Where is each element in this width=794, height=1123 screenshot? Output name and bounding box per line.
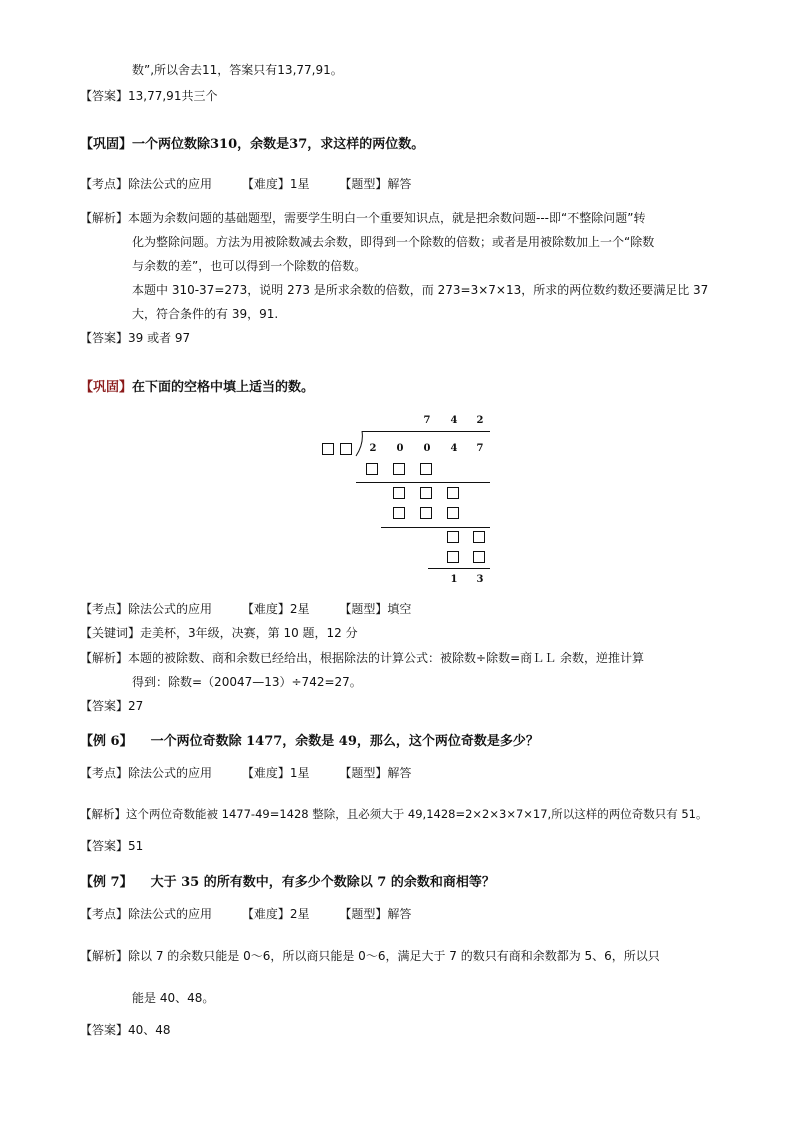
type-value: 填空 <box>387 602 412 616</box>
answer-value: 39 或者 97 <box>128 331 191 345</box>
q1-analysis-line-1 <box>80 210 645 226</box>
quotient-digit: 2 <box>476 415 484 426</box>
blank-box <box>447 487 459 499</box>
blank-box <box>447 551 459 563</box>
analysis-text: 本题的被除数、商和余数已经给出，根据除法的计算公式：被除数÷除数=商ＬＬ 余数，逆推计算 <box>128 651 644 665</box>
blank-box <box>420 507 432 519</box>
q1-meta <box>80 176 411 192</box>
blank-box <box>366 463 378 475</box>
kaodian-value: 除法公式的应用 <box>128 766 213 780</box>
q2-meta <box>80 601 411 617</box>
kaodian-tag: 【考点】 <box>80 602 129 616</box>
blank-box <box>447 531 459 543</box>
ex6-title: 一个两位奇数除 1477，余数是 49，那么，这个两位奇数是多少？ <box>150 734 539 749</box>
remainder-digit: 1 <box>450 574 458 585</box>
blank-box <box>393 507 405 519</box>
analysis-tag: 【解析】 <box>80 949 129 963</box>
answer-tag: 【答案】 <box>80 1023 129 1037</box>
q1-heading <box>80 137 424 153</box>
keywords-value: 走美杯，3年级，决赛，第 10 题，12 分 <box>140 626 358 640</box>
subtraction-line <box>428 568 490 569</box>
difficulty-value: 2星 <box>289 602 310 616</box>
analysis-text: 本题为余数问题的基础题型，需要学生明白一个重要知识点，就是把余数问题---即“不整除问题”转 <box>128 211 646 225</box>
blank-box <box>393 463 405 475</box>
kaodian-value: 除法公式的应用 <box>128 602 213 616</box>
dividend-digit: 7 <box>476 443 484 454</box>
answer-value: 27 <box>128 699 144 713</box>
analysis-text: 除以 7 的余数只能是 0～6，所以商只能是 0～6，满足大于 7 的数只有商和余数都为 5、6，所以只 <box>128 949 660 963</box>
subtraction-line <box>356 482 490 483</box>
division-bar <box>362 431 490 432</box>
difficulty-tag: 【难度】 <box>241 177 290 191</box>
q2-heading <box>80 380 314 396</box>
kaodian-value: 除法公式的应用 <box>128 177 213 191</box>
difficulty-value: 1星 <box>289 177 310 191</box>
blank-box <box>447 507 459 519</box>
q1-tag: 【巩固】 <box>80 137 133 152</box>
paragraph-continuation: 数”,所以舍去11，答案只有13,77,91。 <box>132 63 343 77</box>
type-value: 解答 <box>387 907 412 921</box>
ex7-title: 大于 35 的所有数中，有多少个数除以 7 的余数和商相等？ <box>150 875 495 890</box>
analysis-text: 这个两位奇数能被 1477-49=1428 整除，且必须大于 49,1428=2×2×3×7×17,所以这样的两位奇数只有 51。 <box>126 807 708 821</box>
q2-analysis-line-2: 得到：除数=（20047—13）÷742=27。 <box>132 675 362 689</box>
blank-box <box>473 551 485 563</box>
ex7-tag: 【例 7】 <box>80 875 133 890</box>
dividend-digit: 4 <box>450 443 458 454</box>
analysis-tag: 【解析】 <box>80 651 129 665</box>
type-tag: 【题型】 <box>339 766 388 780</box>
q1-answer <box>80 330 190 346</box>
difficulty-value: 1星 <box>289 766 310 780</box>
dividend-digit: 0 <box>396 443 404 454</box>
divisor-blank-box <box>340 443 352 455</box>
ex7-heading <box>80 875 495 891</box>
remainder-digit: 3 <box>476 574 484 585</box>
kaodian-tag: 【考点】 <box>80 766 129 780</box>
blank-box <box>420 487 432 499</box>
answer-value: 51 <box>128 839 144 853</box>
blank-box <box>420 463 432 475</box>
quotient-digit: 7 <box>423 415 431 426</box>
dividend-digit: 2 <box>369 443 377 454</box>
difficulty-tag: 【难度】 <box>241 907 290 921</box>
q1-analysis-line-5: 大，符合条件的有 39，91. <box>132 307 279 321</box>
answer-tag: 【答案】 <box>80 839 129 853</box>
ex7-answer <box>80 1022 171 1038</box>
blank-box <box>393 487 405 499</box>
difficulty-tag: 【难度】 <box>241 766 290 780</box>
kaodian-tag: 【考点】 <box>80 907 129 921</box>
kaodian-tag: 【考点】 <box>80 177 129 191</box>
difficulty-tag: 【难度】 <box>241 602 290 616</box>
ex6-heading <box>80 734 539 750</box>
top-answer-line <box>80 88 217 104</box>
subtraction-line <box>381 527 490 528</box>
answer-tag: 【答案】 <box>80 89 129 103</box>
answer-value: 40、48 <box>128 1023 171 1037</box>
type-value: 解答 <box>387 177 412 191</box>
ex7-analysis-line-1 <box>80 948 660 964</box>
type-tag: 【题型】 <box>339 177 388 191</box>
answer-value: 13,77,91共三个 <box>128 89 218 103</box>
answer-tag: 【答案】 <box>80 331 129 345</box>
ex6-tag: 【例 6】 <box>80 734 133 749</box>
keywords-tag: 【关键词】 <box>80 626 141 640</box>
dividend-digit: 0 <box>423 443 431 454</box>
q1-title: 一个两位数除310，余数是37，求这样的两位数。 <box>132 137 425 152</box>
type-tag: 【题型】 <box>339 602 388 616</box>
answer-tag: 【答案】 <box>80 699 129 713</box>
q2-title: 在下面的空格中填上适当的数。 <box>132 380 315 395</box>
q1-analysis-line-4: 本题中 310-37=273，说明 273 是所求余数的倍数，而 273=3×7×13，所求的两位数约数还要满足比 37 <box>132 283 709 297</box>
analysis-tag: 【解析】 <box>80 211 129 225</box>
q2-answer <box>80 698 143 714</box>
ex7-analysis-line-2: 能是 40、48。 <box>132 991 215 1005</box>
kaodian-value: 除法公式的应用 <box>128 907 213 921</box>
blank-box <box>473 531 485 543</box>
type-value: 解答 <box>387 766 412 780</box>
quotient-digit: 4 <box>450 415 458 426</box>
division-bracket <box>355 431 365 457</box>
q2-keywords <box>80 625 358 641</box>
ex6-analysis <box>80 806 708 822</box>
q1-analysis-line-3: 与余数的差”，也可以得到一个除数的倍数。 <box>132 259 367 273</box>
analysis-tag: 【解析】 <box>80 807 126 821</box>
q2-analysis-line-1 <box>80 650 644 666</box>
divisor-blank-box <box>322 443 334 455</box>
ex6-answer <box>80 838 143 854</box>
q1-analysis-line-2: 化为整除问题。方法为用被除数减去余数，即得到一个除数的倍数；或者是用被除数加上一个“除数 <box>132 235 655 249</box>
ex6-meta <box>80 765 411 781</box>
ex7-meta <box>80 906 411 922</box>
q2-tag: 【巩固】 <box>80 380 133 395</box>
type-tag: 【题型】 <box>339 907 388 921</box>
difficulty-value: 2星 <box>289 907 310 921</box>
